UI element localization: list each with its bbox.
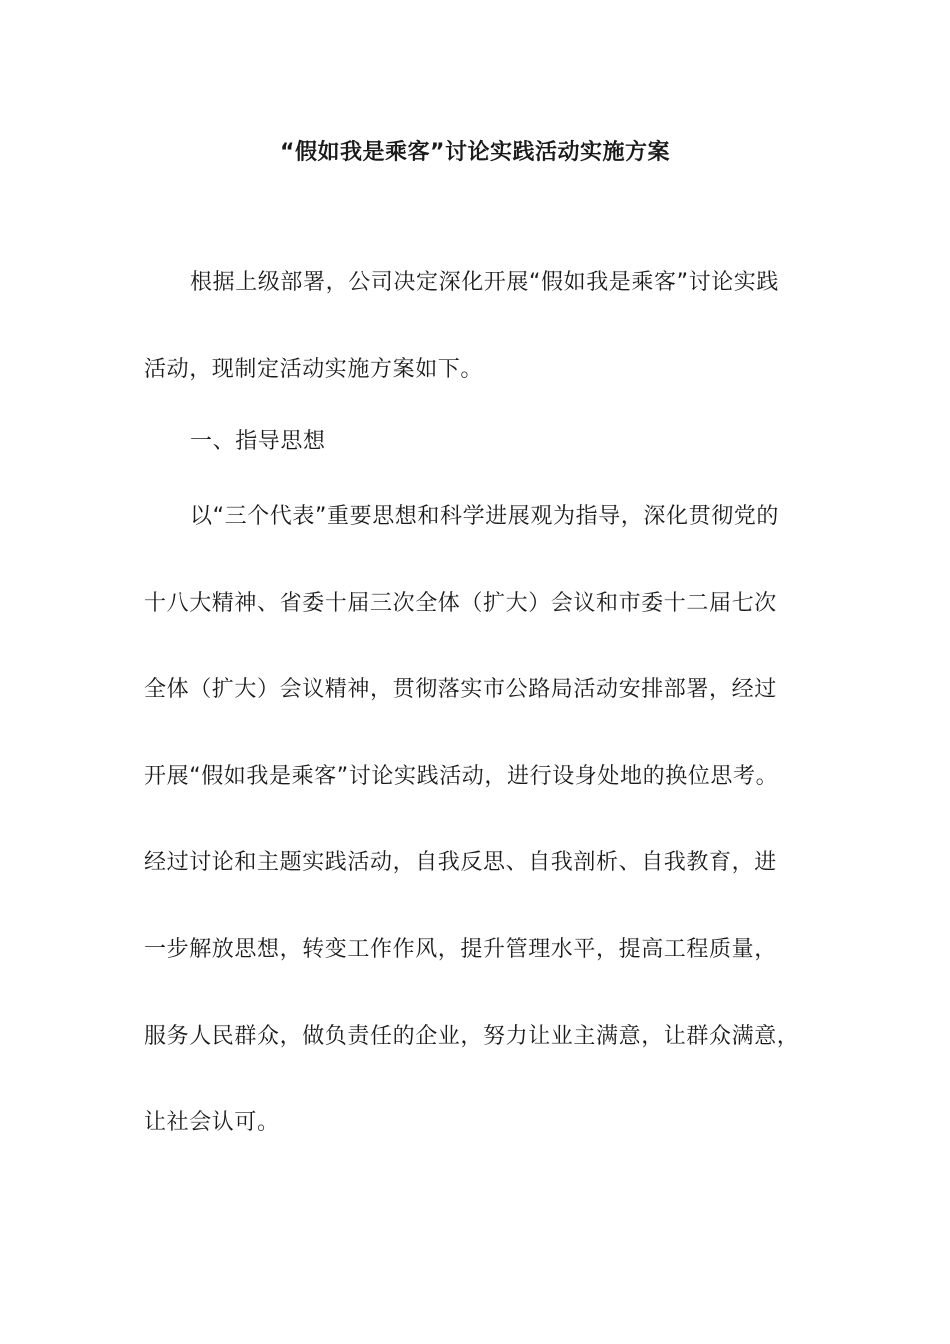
paragraph-line: 经过讨论和主题实践活动，自我反思、自我剖析、自我教育，进 [144, 850, 777, 875]
paragraph-line: 十八大精神、省委十届三次全体（扩大）会议和市委十二届七次 [144, 591, 777, 616]
section-heading: 一、指导思想 [190, 429, 326, 454]
paragraph-line: 根据上级部署，公司决定深化开展“假如我是乘客”讨论实践 [190, 270, 779, 295]
paragraph-line: 开展“假如我是乘客”讨论实践活动，进行设身处地的换位思考。 [144, 764, 779, 789]
document-title: “假如我是乘客”讨论实践活动实施方案 [280, 140, 670, 165]
paragraph-line: 以“三个代表”重要思想和科学进展观为指导，深化贯彻党的 [190, 504, 779, 529]
paragraph-line: 服务人民群众，做负责任的企业，努力让业主满意，让群众满意， [144, 1024, 800, 1049]
paragraph-line: 一步解放思想，转变工作作风，提升管理水平，提高工程质量， [144, 937, 777, 962]
paragraph-line: 活动，现制定活动实施方案如下。 [144, 357, 484, 382]
paragraph-line: 全体（扩大）会议精神，贯彻落实市公路局活动安排部署，经过 [144, 677, 777, 702]
paragraph-line: 让社会认可。 [144, 1110, 280, 1135]
